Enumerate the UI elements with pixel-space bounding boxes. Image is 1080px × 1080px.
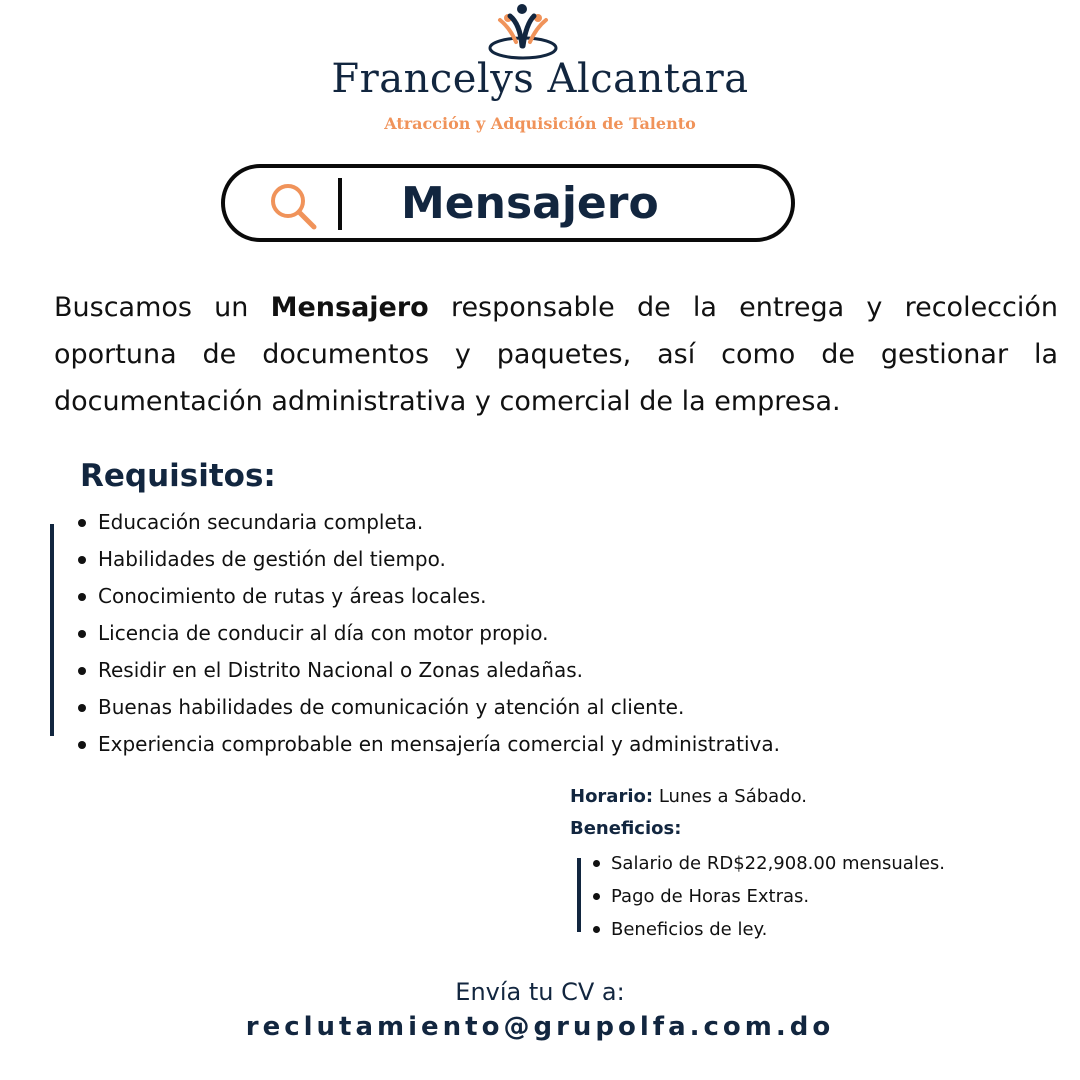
benefits-list [611,847,945,946]
list-item: Residir en el Distrito Nacional o Zonas aledañas. [98,652,780,689]
list-item: Educación secundaria completa. [98,504,780,541]
schedule-value: Lunes a Sábado. [658,786,808,807]
list-item: Conocimiento de rutas y áreas locales. [98,578,780,615]
brand-tagline: Atracción y Adquisición de Talento [384,114,696,133]
brand-name: Francelys Alcantara [331,56,749,102]
people-swoosh-logo-icon [486,2,560,64]
benefits-label: Beneficios: [570,818,682,839]
list-item: Pago de Horas Extras. [611,880,945,913]
contact-email: reclutamiento@grupolfa.com.do [245,1012,835,1042]
text-caret [338,178,342,230]
benefits-accent-bar [577,858,581,932]
schedule [570,786,807,807]
cv-label: Envía tu CV a: [455,978,625,1006]
requirements-accent-bar [50,524,54,736]
list-item: Habilidades de gestión del tiempo. [98,541,780,578]
requirements-list [98,504,780,763]
intro-rest: responsable de la entrega y recolección oportuna de documentos y paquetes, así como de gestionar la documentación administrativa y comercial de la empresa. [54,292,1059,417]
list-item: Beneficios de ley. [611,913,945,946]
search-icon [267,180,319,232]
list-item: Experiencia comprobable en mensajería comercial y administrativa. [98,726,780,763]
job-description [54,284,1058,425]
intro-role: Mensajero [270,292,429,323]
list-item: Licencia de conducir al día con motor propio. [98,615,780,652]
list-item: Salario de RD$22,908.00 mensuales. [611,847,945,880]
list-item: Buenas habilidades de comunicación y atención al cliente. [98,689,780,726]
requirements-title: Requisitos: [80,458,276,494]
schedule-label: Horario: [570,786,654,807]
search-pill [221,164,795,242]
intro-lead: Buscamos un [54,292,249,323]
job-title: Mensajero [401,178,659,229]
